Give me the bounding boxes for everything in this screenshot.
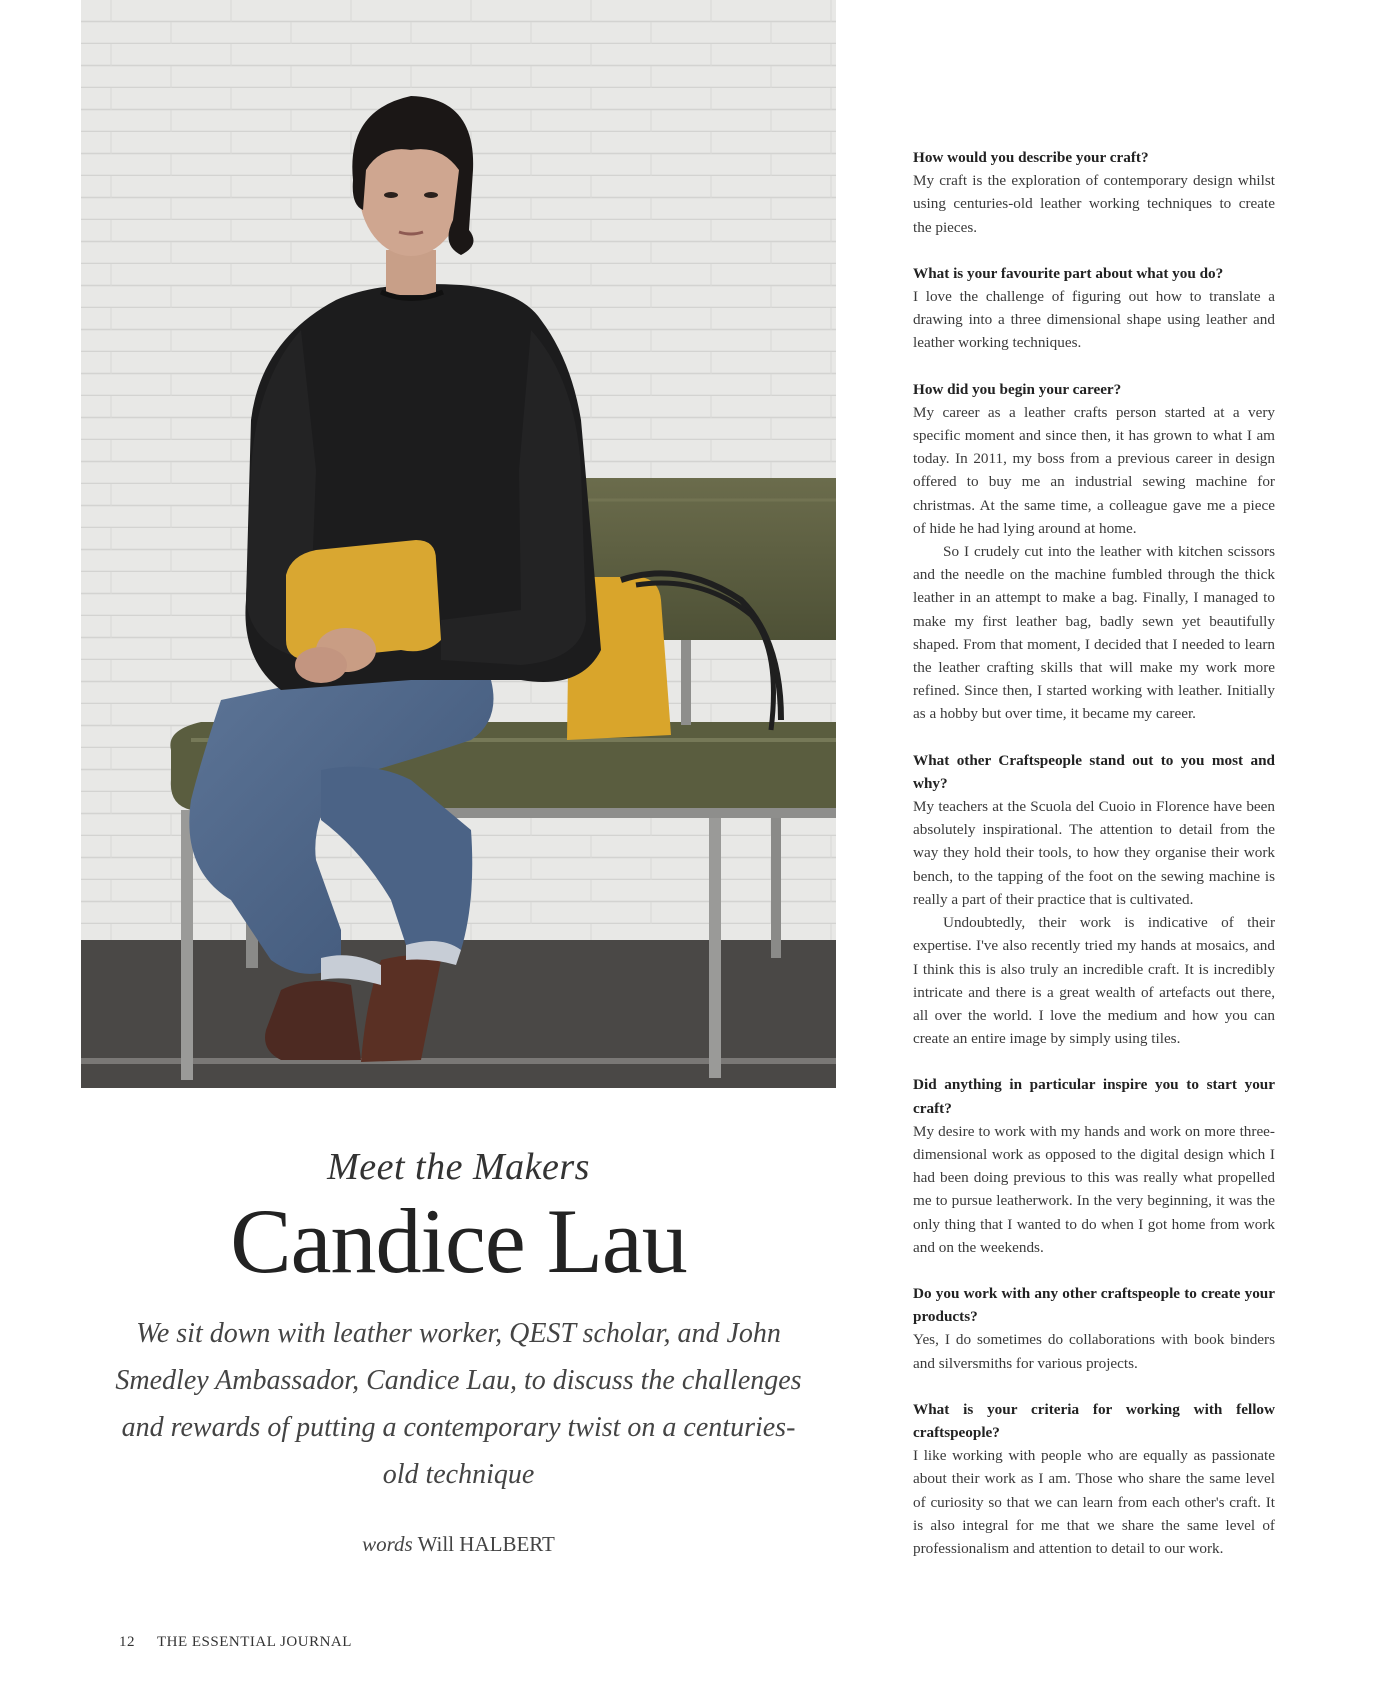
qa-block <box>913 1398 1275 1560</box>
question: What is your favourite part about what you do? <box>913 264 1224 282</box>
question: What other Craftspeople stand out to you most and why? <box>913 751 1275 792</box>
answer: I like working with people who are equally as passionate about their work as I am. Those who share the same level of curiosity so that we can learn from each other's craft. It is also integral for me that we share the same level of professionalism and attention to detail to our work. <box>913 1447 1275 1557</box>
answer: My teachers at the Scuola del Cuoio in Florence have been absolutely inspirational. The attention to detail from the way they hold their tools, to how they organise their work bench, to the tapping of the foot on the sewing machine is really a part of their practice that is cultivated. <box>913 798 1275 908</box>
question: Do you work with any other craftspeople to create your products? <box>913 1284 1275 1326</box>
qa-block <box>913 378 1275 726</box>
article-title: Candice Lau <box>230 1190 687 1292</box>
qa-block <box>913 1073 1275 1259</box>
byline-prefix: words <box>362 1532 413 1556</box>
byline-author: Will HALBERT <box>417 1532 555 1556</box>
answer: I love the challenge of figuring out how to translate a drawing into a three dimensional shape using leather and leather working techniques. <box>913 288 1275 352</box>
question: What is your criteria for working with fellow craftspeople? <box>913 1400 1275 1441</box>
qa-block <box>913 146 1275 239</box>
page-number: 12 <box>119 1634 135 1650</box>
article-standfirst: We sit down with leather worker, QEST scholar, and John Smedley Ambassador, Candice Lau, to discuss the challenges and rewards of putting a contemporary twist on a centuries-old technique <box>115 1318 802 1490</box>
section-kicker: Meet the Makers <box>327 1146 590 1188</box>
answer: Yes, I do sometimes do collaborations with book binders and silversmiths for various projects. <box>913 1331 1275 1372</box>
question: Did anything in particular inspire you to start your craft? <box>913 1076 1275 1117</box>
qa-block <box>913 1282 1275 1375</box>
interview-column <box>913 146 1275 1583</box>
qa-block <box>913 262 1275 355</box>
answer: My craft is the exploration of contemporary design whilst using centuries-old leather working techniques to create the pieces. <box>913 172 1275 236</box>
page-folio <box>119 1634 352 1651</box>
answer: Undoubtedly, their work is indicative of their expertise. I've also recently tried my hands at mosaics, and I think this is also truly an incredible craft. It is incredibly intricate and there is a great wealth of artefacts out there, all over the world. I love the medium and how you can create an entire image by simply using tiles. <box>913 914 1275 1048</box>
answer: My career as a leather crafts person started at a very specific moment and since then, it has grown to what I am today. In 2011, my boss from a previous career in design offered to buy me an industrial sewing machine for christmas. At the same time, a colleague gave me a piece of hide he had lying around at home. <box>913 403 1275 537</box>
publication-name: THE ESSENTIAL JOURNAL <box>156 1634 352 1650</box>
answer: My desire to work with my hands and work on more three-dimensional work as opposed to the digital design which I had been doing previous to this was really what propelled me to pursue leatherwork. In the very beginning, it was the only thing that I wanted to do when I got home from work and on the weekends. <box>913 1122 1275 1256</box>
byline <box>81 1532 836 1557</box>
question: How did you begin your career? <box>913 380 1122 398</box>
question: How would you describe your craft? <box>913 149 1149 166</box>
portrait-photo <box>81 0 836 1088</box>
answer: So I crudely cut into the leather with kitchen scissors and the needle on the machine fumbled through the thick leather in an attempt to make a bag. Finally, I managed to make my first leather bag, badly sewn yet beautifully shaped. From that moment, I decided that I needed to learn the leather crafting skills that will make my work more refined. Since then, I started working with leather. Initially as a hobby but over time, it became my career. <box>913 543 1275 723</box>
qa-block <box>913 749 1275 1051</box>
